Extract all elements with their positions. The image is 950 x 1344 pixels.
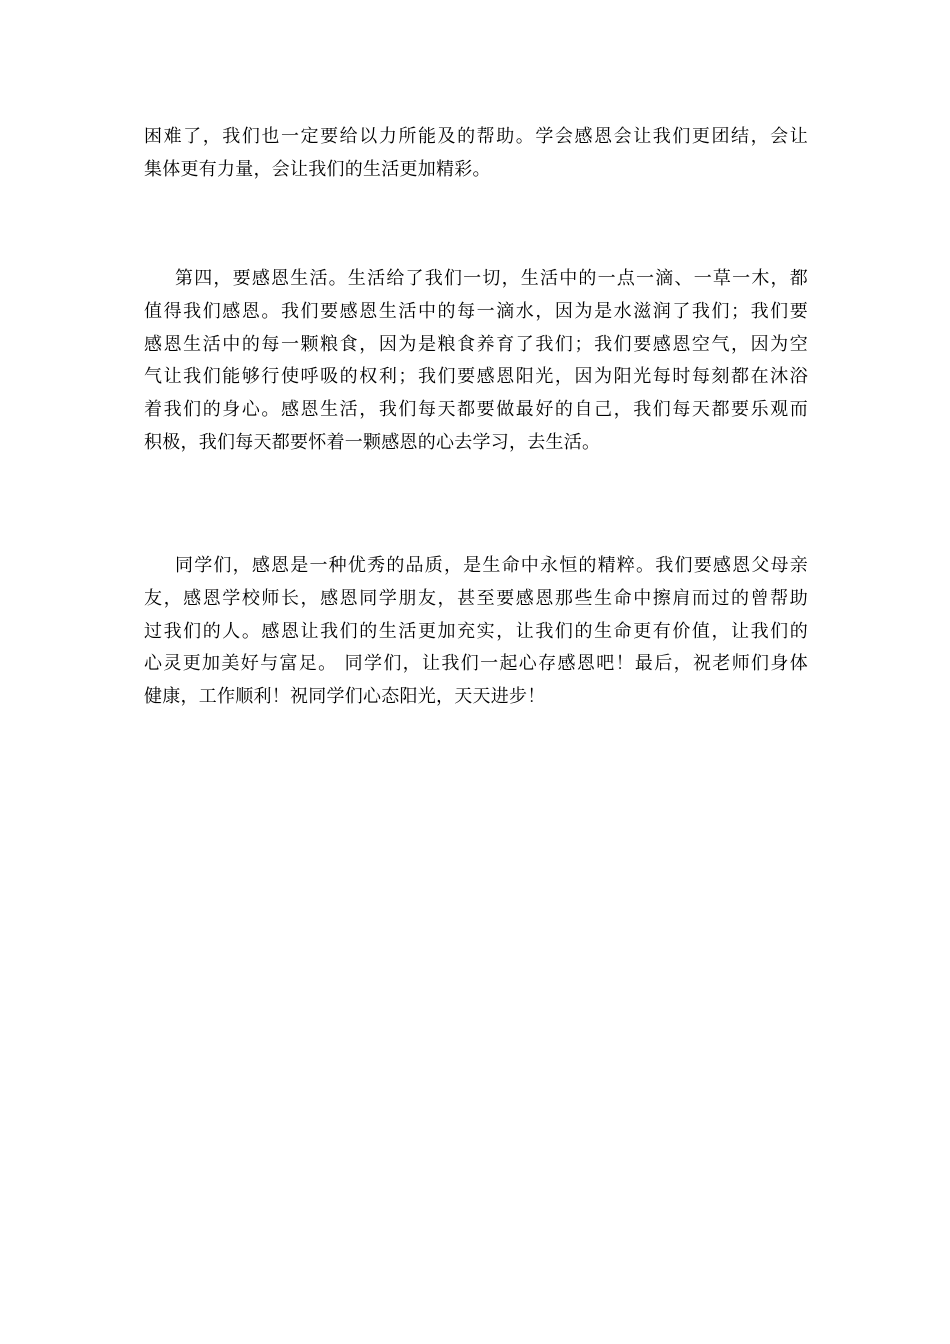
- text-line: 过我们的人。感恩让我们的生活更加充实，让我们的生命更有价值，让我们的: [144, 620, 808, 642]
- text-line: 积极，我们每天都要怀着一颗感恩的心去学习，去生活。: [144, 431, 601, 453]
- paragraph-gratitude-life: [144, 263, 808, 460]
- text-line: 集体更有力量，会让我们的生活更加精彩。: [144, 158, 491, 180]
- text-line: 着我们的身心。感恩生活，我们每天都要做最好的自己，我们每天都要乐观而: [144, 399, 808, 421]
- paragraph-continuation: [144, 121, 808, 187]
- text-line: 气让我们能够行使呼吸的权利；我们要感恩阳光，因为阳光每时每刻都在沐浴: [144, 366, 808, 388]
- text-line: 友，感恩学校师长，感恩同学朋友，甚至要感恩那些生命中擦肩而过的曾帮助: [144, 587, 808, 609]
- text-line: 健康，工作顺利！祝同学们心态阳光，天天进步！: [144, 686, 546, 708]
- text-line: 同学们，感恩是一种优秀的品质，是生命中永恒的精粹。我们要感恩父母亲: [175, 555, 808, 576]
- text-line: 第四，要感恩生活。生活给了我们一切，生活中的一点一滴、一草一木，都: [175, 268, 808, 289]
- text-line: 感恩生活中的每一颗粮食，因为是粮食养育了我们；我们要感恩空气，因为空: [144, 333, 808, 355]
- text-line: 心灵更加美好与富足。 同学们，让我们一起心存感恩吧！最后，祝老师们身体: [144, 653, 808, 675]
- paragraph-closing: [144, 550, 808, 714]
- text-line: 困难了，我们也一定要给以力所能及的帮助。学会感恩会让我们更团结，会让: [144, 126, 808, 147]
- text-line: 值得我们感恩。我们要感恩生活中的每一滴水，因为是水滋润了我们；我们要: [144, 300, 808, 322]
